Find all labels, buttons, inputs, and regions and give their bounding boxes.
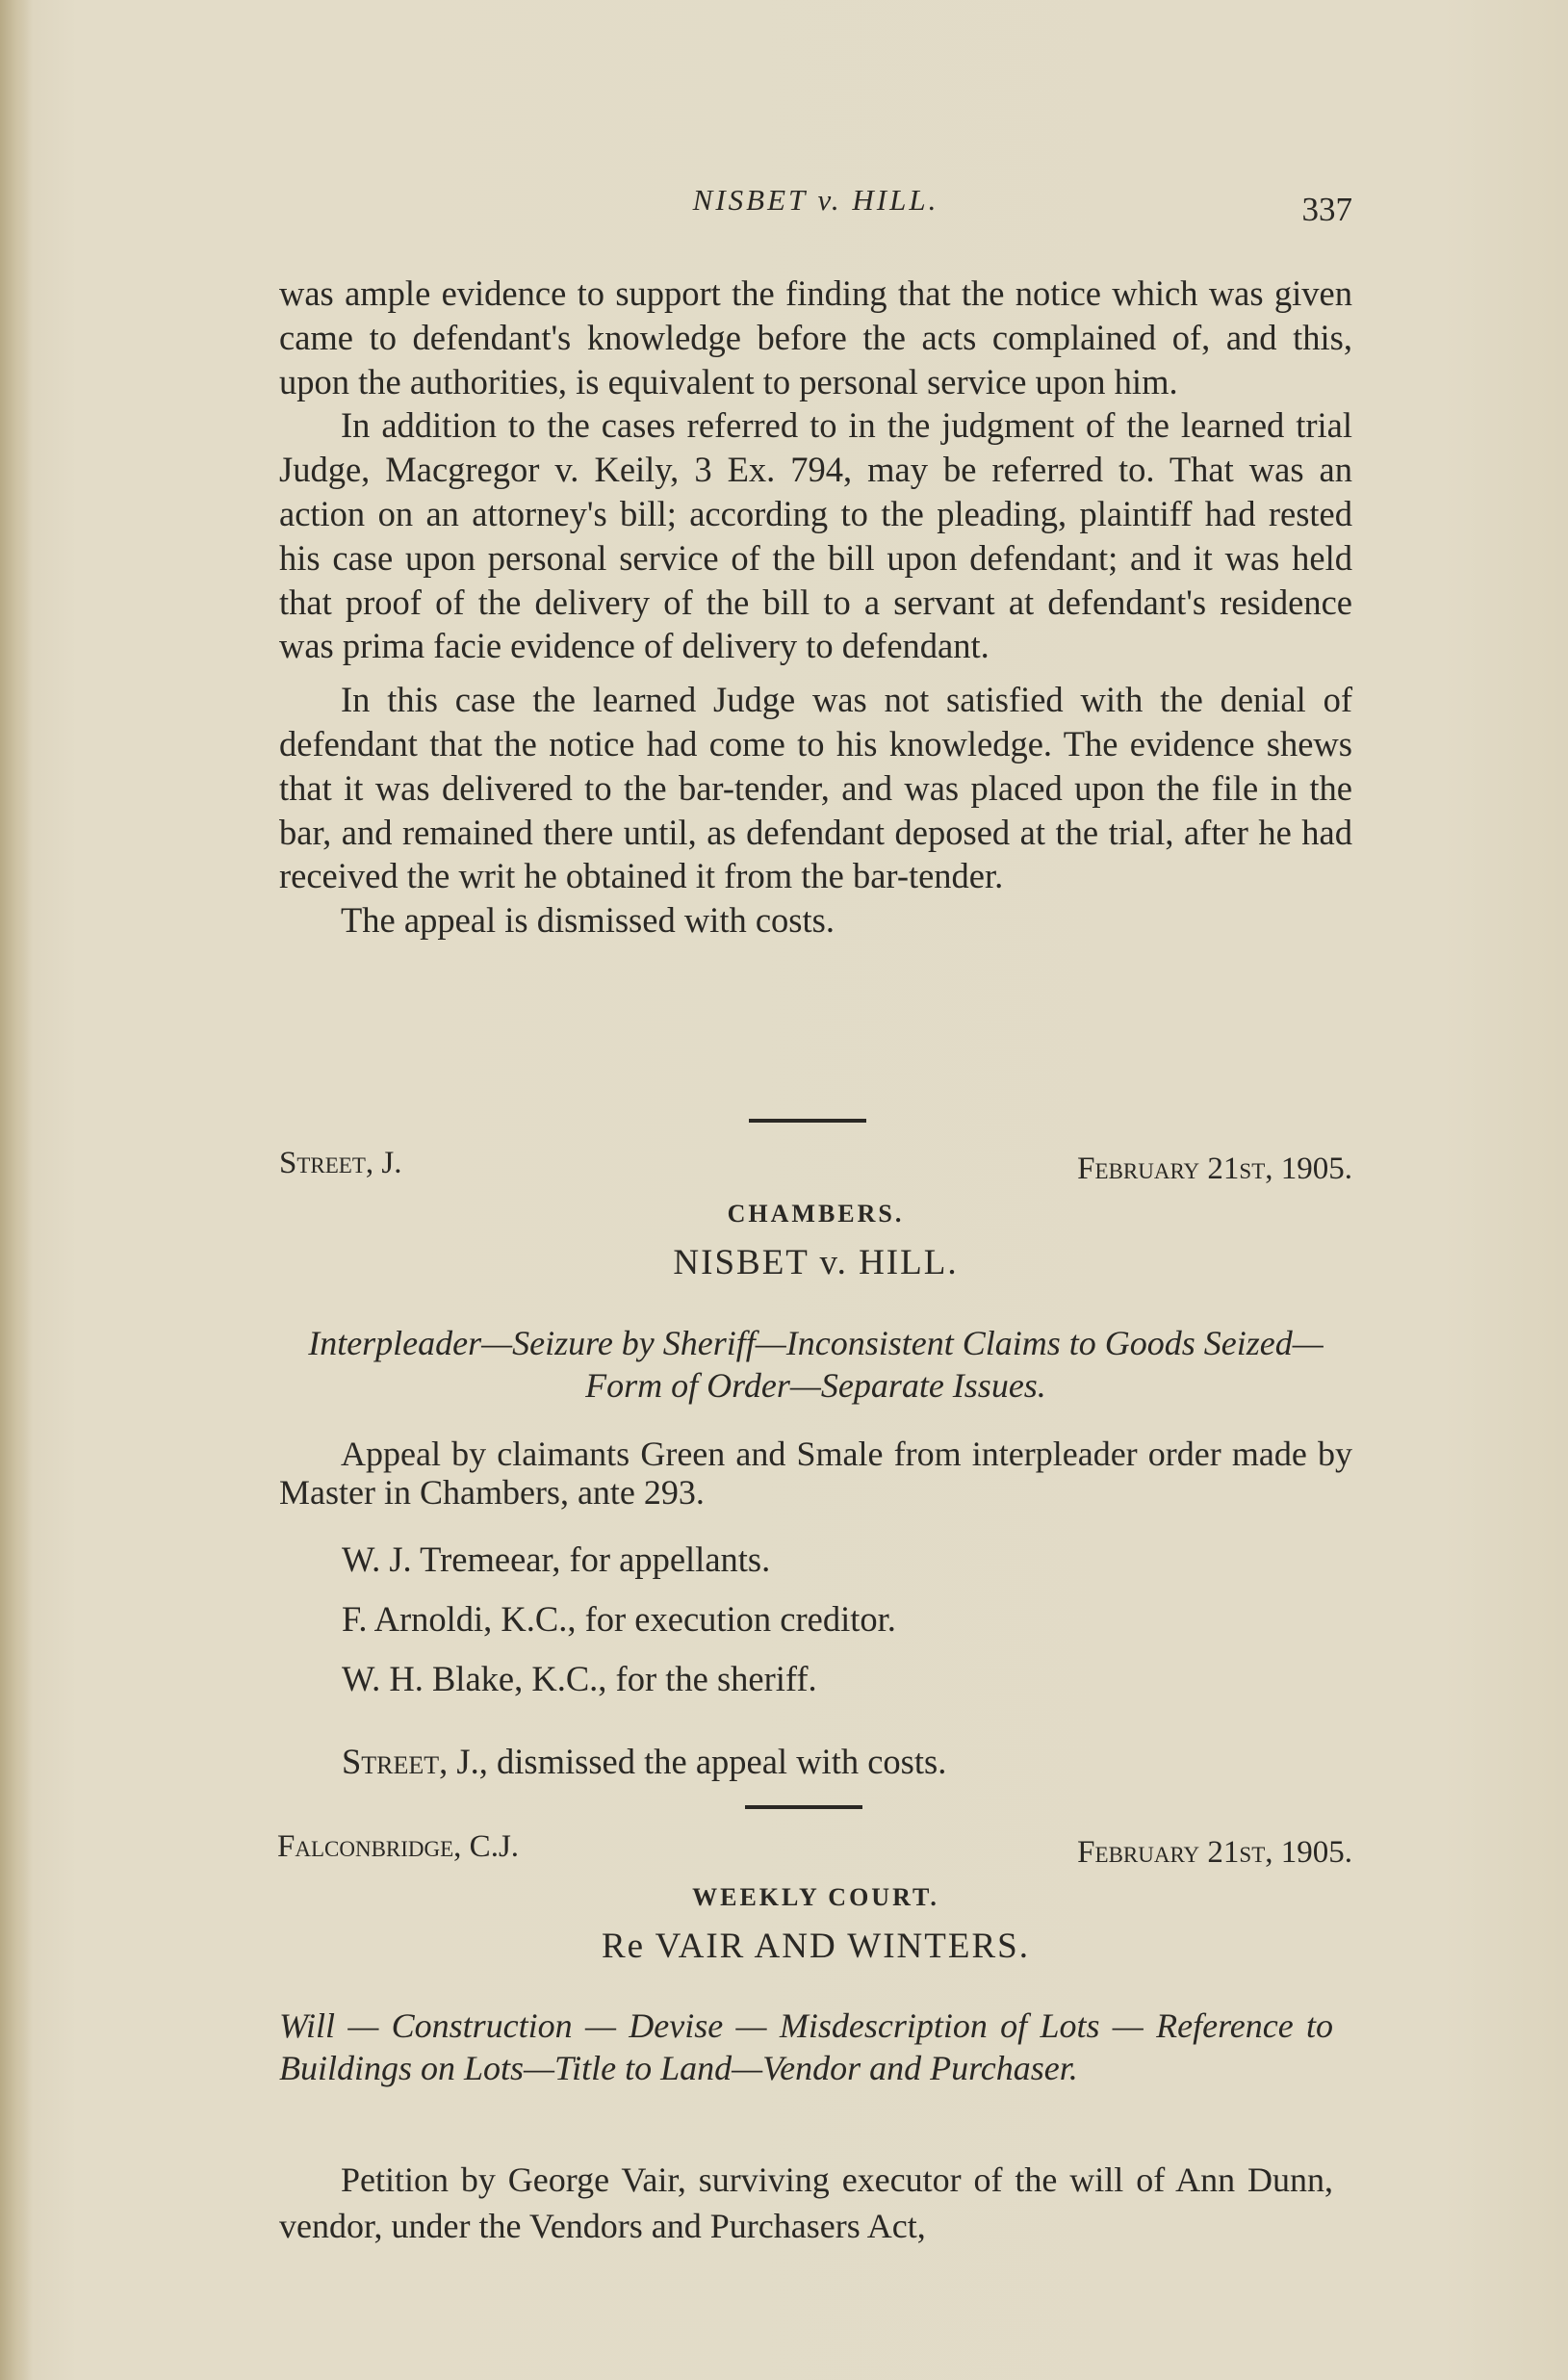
page-number: 337	[1301, 191, 1352, 228]
counsel-line-1: W. J. Tremeear, for appellants.	[342, 1539, 771, 1579]
case-2-dateline	[279, 1829, 1352, 1877]
paragraph-4: The appeal is dismissed with costs.	[341, 900, 835, 941]
case-2-headnote: Will — Construction — Devise — Misdescription of Lots — Reference to Buildings on Lots—Title to Land—Vendor and Purchaser.	[279, 2006, 1333, 2087]
continued-judgment	[279, 272, 1352, 943]
case-2-statement	[279, 2157, 1333, 2249]
running-head	[279, 183, 1352, 231]
case-1-date: February 21st, 1905.	[1077, 1151, 1352, 1186]
page-binding-edge	[0, 0, 33, 2380]
case-2-judge: Falconbridge, C.J.	[277, 1829, 520, 1864]
paragraph-2: In addition to the cases referred to in the judgment of the learned trial Judge, Macgregor v. Keily, 3 Ex. 794, may be referred to. That was an action on an attorney's bill; according to the pleading, plaintiff had rested his case upon personal service of the bill upon defendant; and it was held that proof of the delivery of the bill to a servant at defendant's residence was prima facie evidence of delivery to defendant.	[279, 405, 1352, 666]
case-1-title: NISBET v. HILL.	[673, 1243, 959, 1282]
counsel-line-3: W. H. Blake, K.C., for the sheriff.	[342, 1659, 817, 1698]
case-1-judgment	[342, 1741, 946, 1782]
case-2-court: WEEKLY COURT.	[692, 1883, 939, 1911]
case-1-dateline	[279, 1146, 1352, 1194]
section-rule-2	[745, 1805, 862, 1809]
case-1-judgment-judge: Street, J.	[342, 1742, 479, 1781]
case-1-judge: Street, J.	[279, 1146, 402, 1180]
case-1-headnote: Interpleader—Seizure by Sheriff—Inconsistent Claims to Goods Seized—Form of Order—Separate Issues.	[308, 1324, 1324, 1405]
case-2-title: Re VAIR AND WINTERS.	[602, 1927, 1030, 1966]
case-1-judgment-text: , dismissed the appeal with costs.	[478, 1742, 947, 1781]
paragraph-3: In this case the learned Judge was not satisfied with the denial of defendant that the notice had come to his knowledge. The evidence shews that it was delivered to the bar-tender, and was placed upon the file in the bar, and remained there until, as defendant deposed at the trial, after he had received the writ he obtained it from the bar-tender.	[279, 680, 1352, 896]
counsel-line-2: F. Arnoldi, K.C., for execution creditor.	[342, 1599, 896, 1639]
case-2-date: February 21st, 1905.	[1077, 1835, 1352, 1870]
case-2-statement-text: Petition by George Vair, surviving executor of the will of Ann Dunn, vendor, under the Vendors and Purchasers Act,	[279, 2160, 1333, 2245]
case-1-statement-text: Appeal by claimants Green and Smale from interpleader order made by Master in Chambers, ante 293.	[279, 1435, 1352, 1512]
paragraph-1: was ample evidence to support the finding that the notice which was given came to defendant's knowledge before the acts complained of, and this, upon the authorities, is equivalent to personal service upon him.	[279, 273, 1352, 401]
case-1-statement	[279, 1435, 1352, 1512]
section-rule	[749, 1119, 866, 1123]
running-head-title: NISBET v. HILL.	[692, 183, 939, 217]
case-1-court: CHAMBERS.	[727, 1200, 905, 1228]
